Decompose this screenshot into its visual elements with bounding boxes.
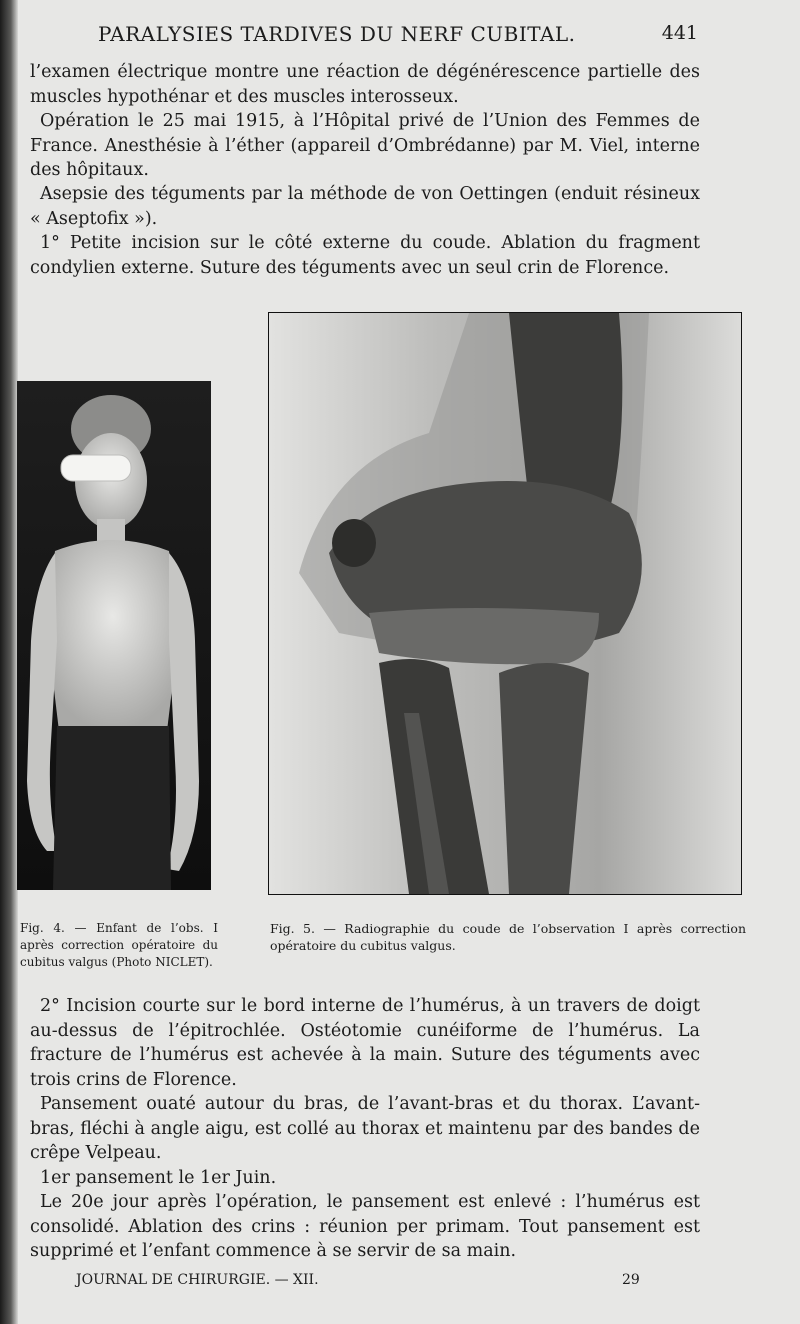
running-title: PARALYSIES TARDIVES DU NERF CUBITAL. [98,22,576,46]
paragraph-exam: l’examen électrique montre une réaction de dégénérescence partielle des muscles hypothénar et des muscles interosseux. [30,62,700,107]
figure-5-caption: Fig. 5. — Radiographie du coude de l’observation I après correction opératoire du cubitus valgus. [270,921,746,953]
page-number: 441 [661,22,698,44]
paragraph-step-2: 2° Incision courte sur le bord interne de l’humérus, à un travers de doigt au-dessus de l’épitrochlée. Ostéotomie cunéiforme de l’humérus. La fracture de l’humérus est achevée à la main. Suture des téguments avec trois crins de Florence. [30,996,700,1090]
signature-mark: 29 [622,1272,640,1288]
paragraph-step-1: 1° Petite incision sur le côté externe du coude. Ablation du fragment condylien externe. Suture des téguments avec un seul crin de Florence. [30,233,700,278]
page-footer [76,1272,676,1296]
paragraph-asepsis: Asepsie des téguments par la méthode de von Oettingen (enduit résineux « Aseptofix »). [30,184,700,229]
running-header [40,20,700,50]
figure-5-radiograph [268,312,742,895]
paragraph-dressing: Pansement ouaté autour du bras, de l’avant-bras et du thorax. L’avant-bras, fléchi à angle aigu, est collé au thorax et maintenu par des bandes de crêpe Velpeau. [30,1094,700,1164]
figure-4-caption: Fig. 4. — Enfant de l’obs. I après correction opératoire du cubitus valgus (Photo NICLET). [20,921,218,969]
page-gutter-shadow [0,0,18,1324]
paragraph-first-dressing: 1er pansement le 1er Juin. [40,1168,277,1188]
paragraph-operation: Opération le 25 mai 1915, à l’Hôpital privé de l’Union des Femmes de France. Anesthésie à l’éther (appareil d’Ombrédanne) par M. Viel, interne des hôpitaux. [30,111,700,181]
elbow-radiograph-icon [269,313,741,894]
journal-name: JOURNAL DE CHIRURGIE. — XII. [76,1272,319,1288]
figure-4-photograph [17,381,211,890]
paragraph-outcome: Le 20e jour après l’opération, le pansement est enlevé : l’humérus est consolidé. Ablation des crins : réunion per primam. Tout pansement est supprimé et l’enfant commence à se servir de sa main. [30,1192,700,1262]
child-photograph-icon [17,381,211,890]
